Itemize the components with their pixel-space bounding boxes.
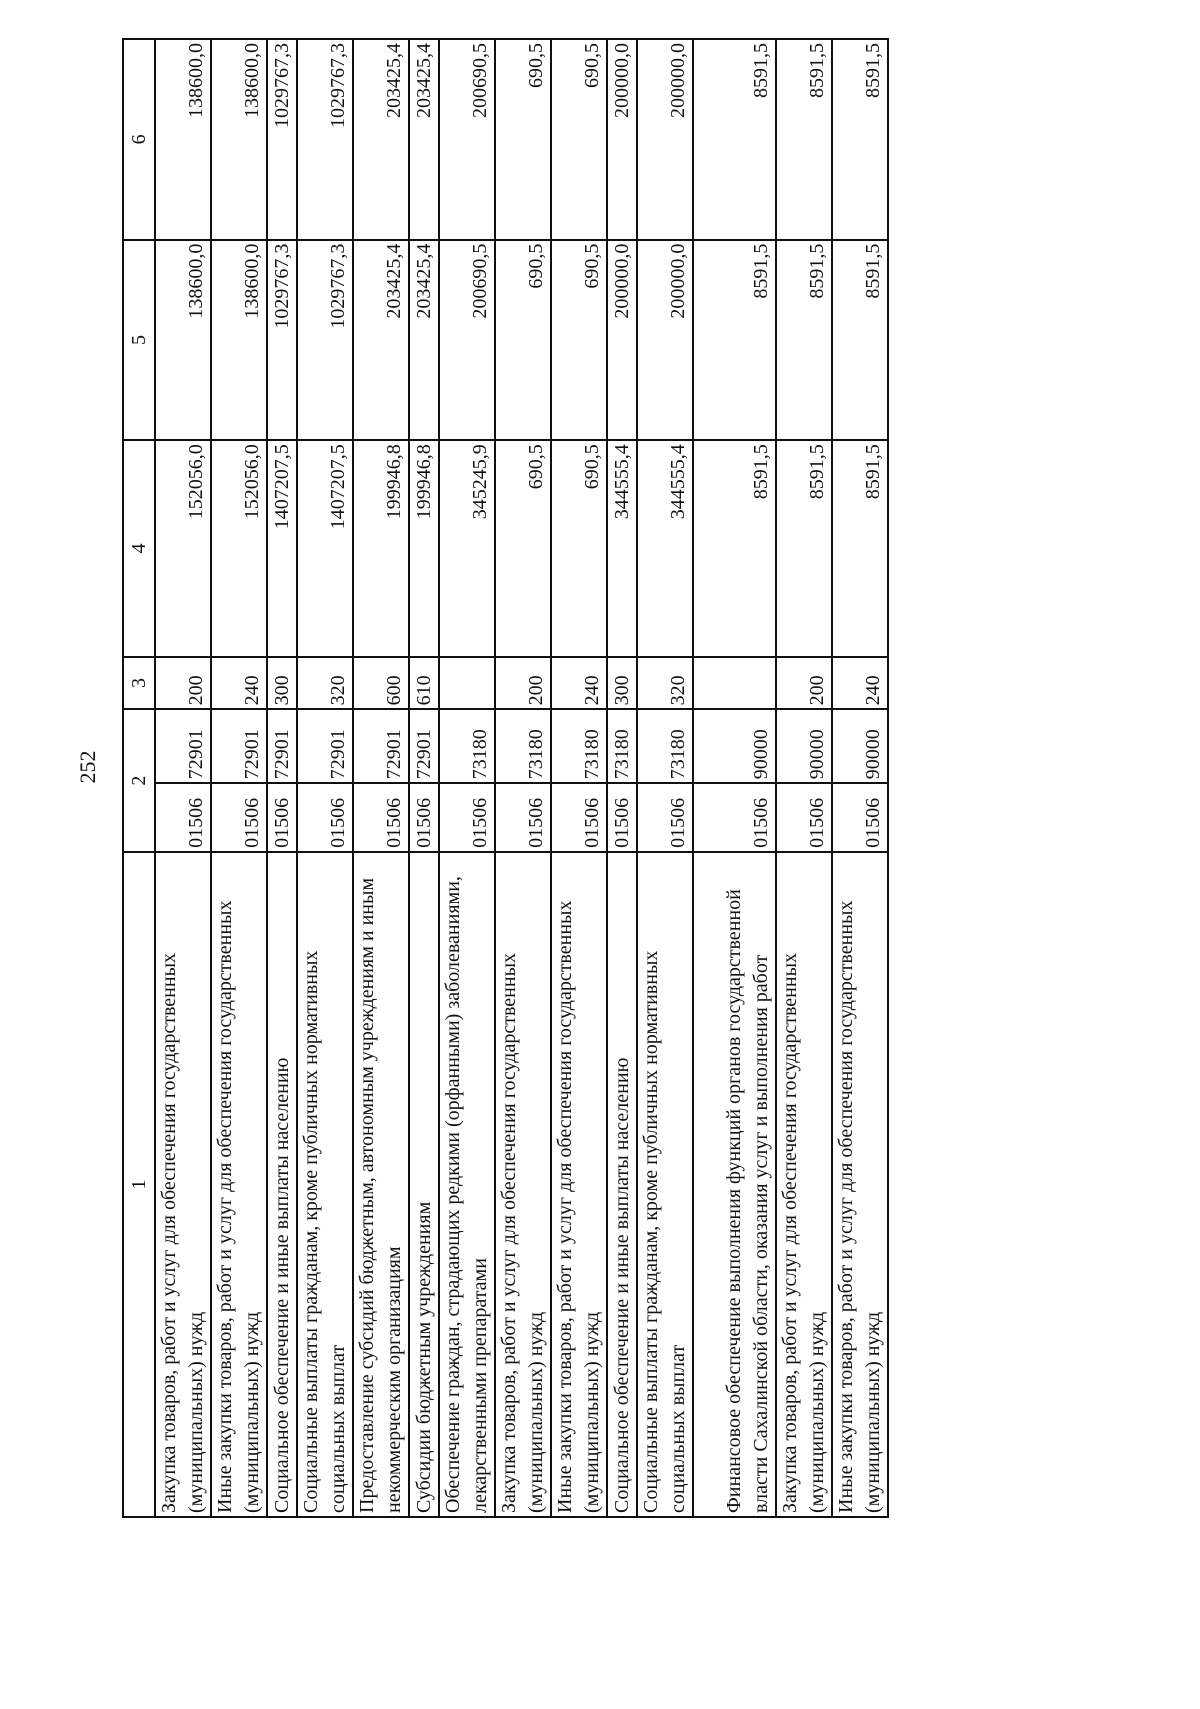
- table-row: [439, 39, 495, 1517]
- row-name: Закупка товаров, работ и услуг для обеспечения государственных (муниципальных) нужд: [776, 852, 832, 1517]
- row-value-col6: 8591,5: [693, 39, 776, 240]
- row-expense-type: 300: [267, 657, 297, 710]
- header-col-4: 4: [123, 440, 155, 656]
- row-expense-type: 200: [776, 657, 832, 710]
- table-row: [551, 39, 607, 1517]
- table-row: [637, 39, 693, 1517]
- row-section-code: 01506: [297, 783, 353, 852]
- row-value-col4: 8591,5: [776, 440, 832, 656]
- row-name: Социальные выплаты гражданам, кроме публичных нормативных социальных выплат: [637, 852, 693, 1517]
- row-value-col6: 203425,4: [409, 39, 439, 240]
- row-value-col4: 690,5: [495, 440, 551, 656]
- row-name: Предоставление субсидий бюджетным, автономным учреждениям и иным некоммерческим организациям: [353, 852, 409, 1517]
- table-row: [693, 39, 776, 1517]
- table-row: [832, 39, 888, 1517]
- header-row: [123, 39, 155, 1517]
- row-section-code: 01506: [776, 783, 832, 852]
- row-target-code: 72901: [409, 709, 439, 783]
- row-name: Обеспечение граждан, страдающих редкими (орфанными) заболеваниями, лекарственными препаратами: [439, 852, 495, 1517]
- row-name: Иные закупки товаров, работ и услуг для обеспечения государственных (муниципальных) нужд: [551, 852, 607, 1517]
- table-row: [409, 39, 439, 1517]
- row-section-code: 01506: [832, 783, 888, 852]
- row-value-col6: 200000,0: [637, 39, 693, 240]
- row-value-col5: 138600,0: [211, 240, 267, 441]
- table-row: [495, 39, 551, 1517]
- row-target-code: 73180: [637, 709, 693, 783]
- table-row: [211, 39, 267, 1517]
- row-target-code: 72901: [353, 709, 409, 783]
- row-value-col6: 200000,0: [607, 39, 637, 240]
- row-value-col5: 200000,0: [607, 240, 637, 441]
- rotated-page: [122, 38, 1162, 1518]
- row-value-col5: 690,5: [495, 240, 551, 441]
- header-col-5: 5: [123, 240, 155, 441]
- row-value-col5: 203425,4: [409, 240, 439, 441]
- row-target-code: 73180: [495, 709, 551, 783]
- row-expense-type: 240: [551, 657, 607, 710]
- row-expense-type: [693, 657, 776, 710]
- row-value-col5: 690,5: [551, 240, 607, 441]
- row-value-col5: 1029767,3: [297, 240, 353, 441]
- header-col-6: 6: [123, 39, 155, 240]
- row-expense-type: [439, 657, 495, 710]
- header-col-2: 2: [123, 709, 155, 852]
- row-expense-type: 200: [155, 657, 211, 710]
- row-section-code: 01506: [693, 783, 776, 852]
- table-row: [155, 39, 211, 1517]
- row-value-col4: 344555,4: [637, 440, 693, 656]
- row-expense-type: 600: [353, 657, 409, 710]
- row-value-col5: 203425,4: [353, 240, 409, 441]
- row-value-col5: 138600,0: [155, 240, 211, 441]
- row-section-code: 01506: [439, 783, 495, 852]
- row-name: Иные закупки товаров, работ и услуг для обеспечения государственных (муниципальных) нужд: [211, 852, 267, 1517]
- table-row: [267, 39, 297, 1517]
- row-name: Социальные выплаты гражданам, кроме публичных нормативных социальных выплат: [297, 852, 353, 1517]
- row-target-code: 73180: [607, 709, 637, 783]
- row-name: Закупка товаров, работ и услуг для обеспечения государственных (муниципальных) нужд: [495, 852, 551, 1517]
- row-target-code: 90000: [832, 709, 888, 783]
- row-value-col4: 199946,8: [409, 440, 439, 656]
- row-target-code: 90000: [776, 709, 832, 783]
- row-section-code: 01506: [495, 783, 551, 852]
- row-value-col4: 8591,5: [832, 440, 888, 656]
- row-value-col5: 1029767,3: [267, 240, 297, 441]
- row-value-col4: 152056,0: [211, 440, 267, 656]
- row-name: Иные закупки товаров, работ и услуг для обеспечения государственных (муниципальных) нужд: [832, 852, 888, 1517]
- row-target-code: 72901: [155, 709, 211, 783]
- row-value-col6: 8591,5: [832, 39, 888, 240]
- row-target-code: 73180: [551, 709, 607, 783]
- row-expense-type: 200: [495, 657, 551, 710]
- row-value-col4: 152056,0: [155, 440, 211, 656]
- row-name: Социальное обеспечение и иные выплаты населению: [267, 852, 297, 1517]
- page-number: 252: [75, 750, 100, 784]
- row-target-code: 72901: [267, 709, 297, 783]
- row-value-col4: 199946,8: [353, 440, 409, 656]
- row-section-code: 01506: [211, 783, 267, 852]
- row-name: Социальное обеспечение и иные выплаты населению: [607, 852, 637, 1517]
- row-expense-type: 240: [211, 657, 267, 710]
- row-value-col5: 200000,0: [637, 240, 693, 441]
- row-target-code: 72901: [211, 709, 267, 783]
- row-value-col4: 1407207,5: [267, 440, 297, 656]
- row-value-col4: 1407207,5: [297, 440, 353, 656]
- row-expense-type: 610: [409, 657, 439, 710]
- row-section-code: 01506: [155, 783, 211, 852]
- row-value-col6: 690,5: [495, 39, 551, 240]
- row-expense-type: 320: [297, 657, 353, 710]
- row-target-code: 72901: [297, 709, 353, 783]
- header-col-1: 1: [123, 852, 155, 1517]
- row-target-code: 90000: [693, 709, 776, 783]
- row-section-code: 01506: [267, 783, 297, 852]
- table-row: [776, 39, 832, 1517]
- table-row: [607, 39, 637, 1517]
- table-row: [297, 39, 353, 1517]
- row-name: Закупка товаров, работ и услуг для обеспечения государственных (муниципальных) нужд: [155, 852, 211, 1517]
- row-value-col5: 200690,5: [439, 240, 495, 441]
- row-section-code: 01506: [551, 783, 607, 852]
- row-value-col4: 345245,9: [439, 440, 495, 656]
- row-value-col6: 138600,0: [155, 39, 211, 240]
- row-expense-type: 320: [637, 657, 693, 710]
- row-expense-type: 300: [607, 657, 637, 710]
- row-value-col6: 1029767,3: [297, 39, 353, 240]
- row-expense-type: 240: [832, 657, 888, 710]
- header-col-3: 3: [123, 657, 155, 710]
- row-name: Субсидии бюджетным учреждениям: [409, 852, 439, 1517]
- row-value-col5: 8591,5: [776, 240, 832, 441]
- row-value-col6: 1029767,3: [267, 39, 297, 240]
- row-section-code: 01506: [409, 783, 439, 852]
- row-value-col4: 690,5: [551, 440, 607, 656]
- row-value-col5: 8591,5: [693, 240, 776, 441]
- row-value-col6: 200690,5: [439, 39, 495, 240]
- row-section-code: 01506: [607, 783, 637, 852]
- budget-table: [122, 38, 889, 1518]
- row-name: Финансовое обеспечение выполнения функций органов государственной власти Сахалинской области, оказания услуг и выполнения работ: [693, 852, 776, 1517]
- row-value-col5: 8591,5: [832, 240, 888, 441]
- table-row: [353, 39, 409, 1517]
- row-value-col4: 8591,5: [693, 440, 776, 656]
- row-value-col6: 138600,0: [211, 39, 267, 240]
- row-value-col6: 203425,4: [353, 39, 409, 240]
- row-section-code: 01506: [637, 783, 693, 852]
- table-body: [155, 39, 888, 1517]
- row-section-code: 01506: [353, 783, 409, 852]
- row-target-code: 73180: [439, 709, 495, 783]
- row-value-col4: 344555,4: [607, 440, 637, 656]
- row-value-col6: 8591,5: [776, 39, 832, 240]
- row-value-col6: 690,5: [551, 39, 607, 240]
